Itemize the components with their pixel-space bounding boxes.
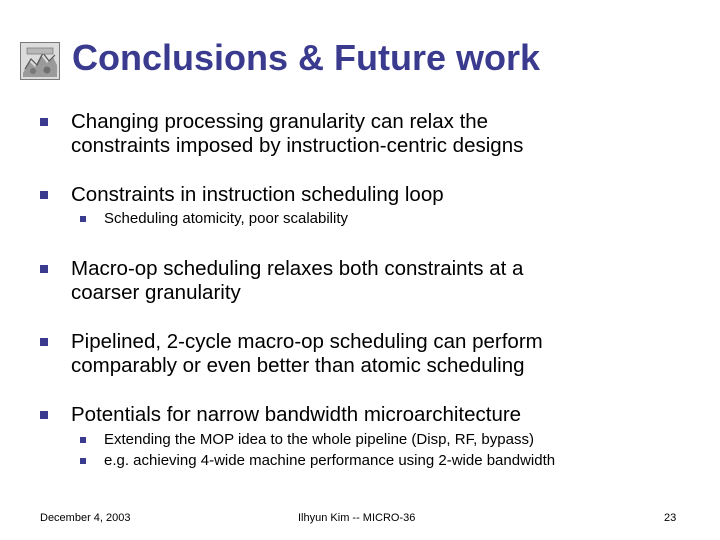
bullet-line: constraints imposed by instruction-centric designs xyxy=(71,134,524,157)
footer-author: Ilhyun Kim -- MICRO-36 xyxy=(298,512,416,524)
sub-bullet-text: e.g. achieving 4-wide machine performance using 2-wide bandwidth xyxy=(104,452,556,469)
page-title: Conclusions & Future work xyxy=(72,37,541,78)
bullet-item xyxy=(40,183,671,207)
institution-logo-icon xyxy=(20,42,60,80)
bullet-line: comparably or even better than atomic scheduling xyxy=(71,354,525,377)
sub-bullet-text: Scheduling atomicity, poor scalability xyxy=(104,210,349,227)
bullet-text xyxy=(71,257,671,305)
bullet-square-icon xyxy=(40,183,52,207)
sub-bullet-text: Extending the MOP idea to the whole pipeline (Disp, RF, bypass) xyxy=(104,431,534,448)
bullet-line: Potentials for narrow bandwidth microarchitecture xyxy=(71,403,522,426)
bullet-text xyxy=(71,110,671,158)
sub-bullet-square-icon xyxy=(80,452,88,470)
bullet-line: coarser granularity xyxy=(71,281,241,304)
bullet-text xyxy=(71,330,671,378)
sub-bullet-square-icon xyxy=(80,431,88,449)
bullet-text xyxy=(71,183,671,207)
bullet-line: Changing processing granularity can relax the xyxy=(71,110,489,133)
footer-page-number: 23 xyxy=(664,512,677,524)
footer-date: December 4, 2003 xyxy=(40,512,131,524)
bullet-line: Constraints in instruction scheduling loop xyxy=(71,183,444,206)
bullet-square-icon xyxy=(40,330,52,354)
bullet-square-icon xyxy=(40,403,52,427)
bullet-text xyxy=(71,403,671,427)
bullet-item xyxy=(40,110,671,158)
bullet-item xyxy=(40,257,671,305)
sub-bullet-item xyxy=(80,210,348,228)
bullet-item xyxy=(40,403,671,427)
sub-bullet-item xyxy=(80,431,534,449)
sub-bullet-item xyxy=(80,452,555,470)
bullet-square-icon xyxy=(40,110,52,134)
sub-bullet-square-icon xyxy=(80,210,88,228)
bullet-square-icon xyxy=(40,257,52,281)
bullet-item xyxy=(40,330,671,378)
bullet-line: Pipelined, 2-cycle macro-op scheduling can perform xyxy=(71,330,543,353)
bullet-line: Macro-op scheduling relaxes both constraints at a xyxy=(71,257,524,280)
